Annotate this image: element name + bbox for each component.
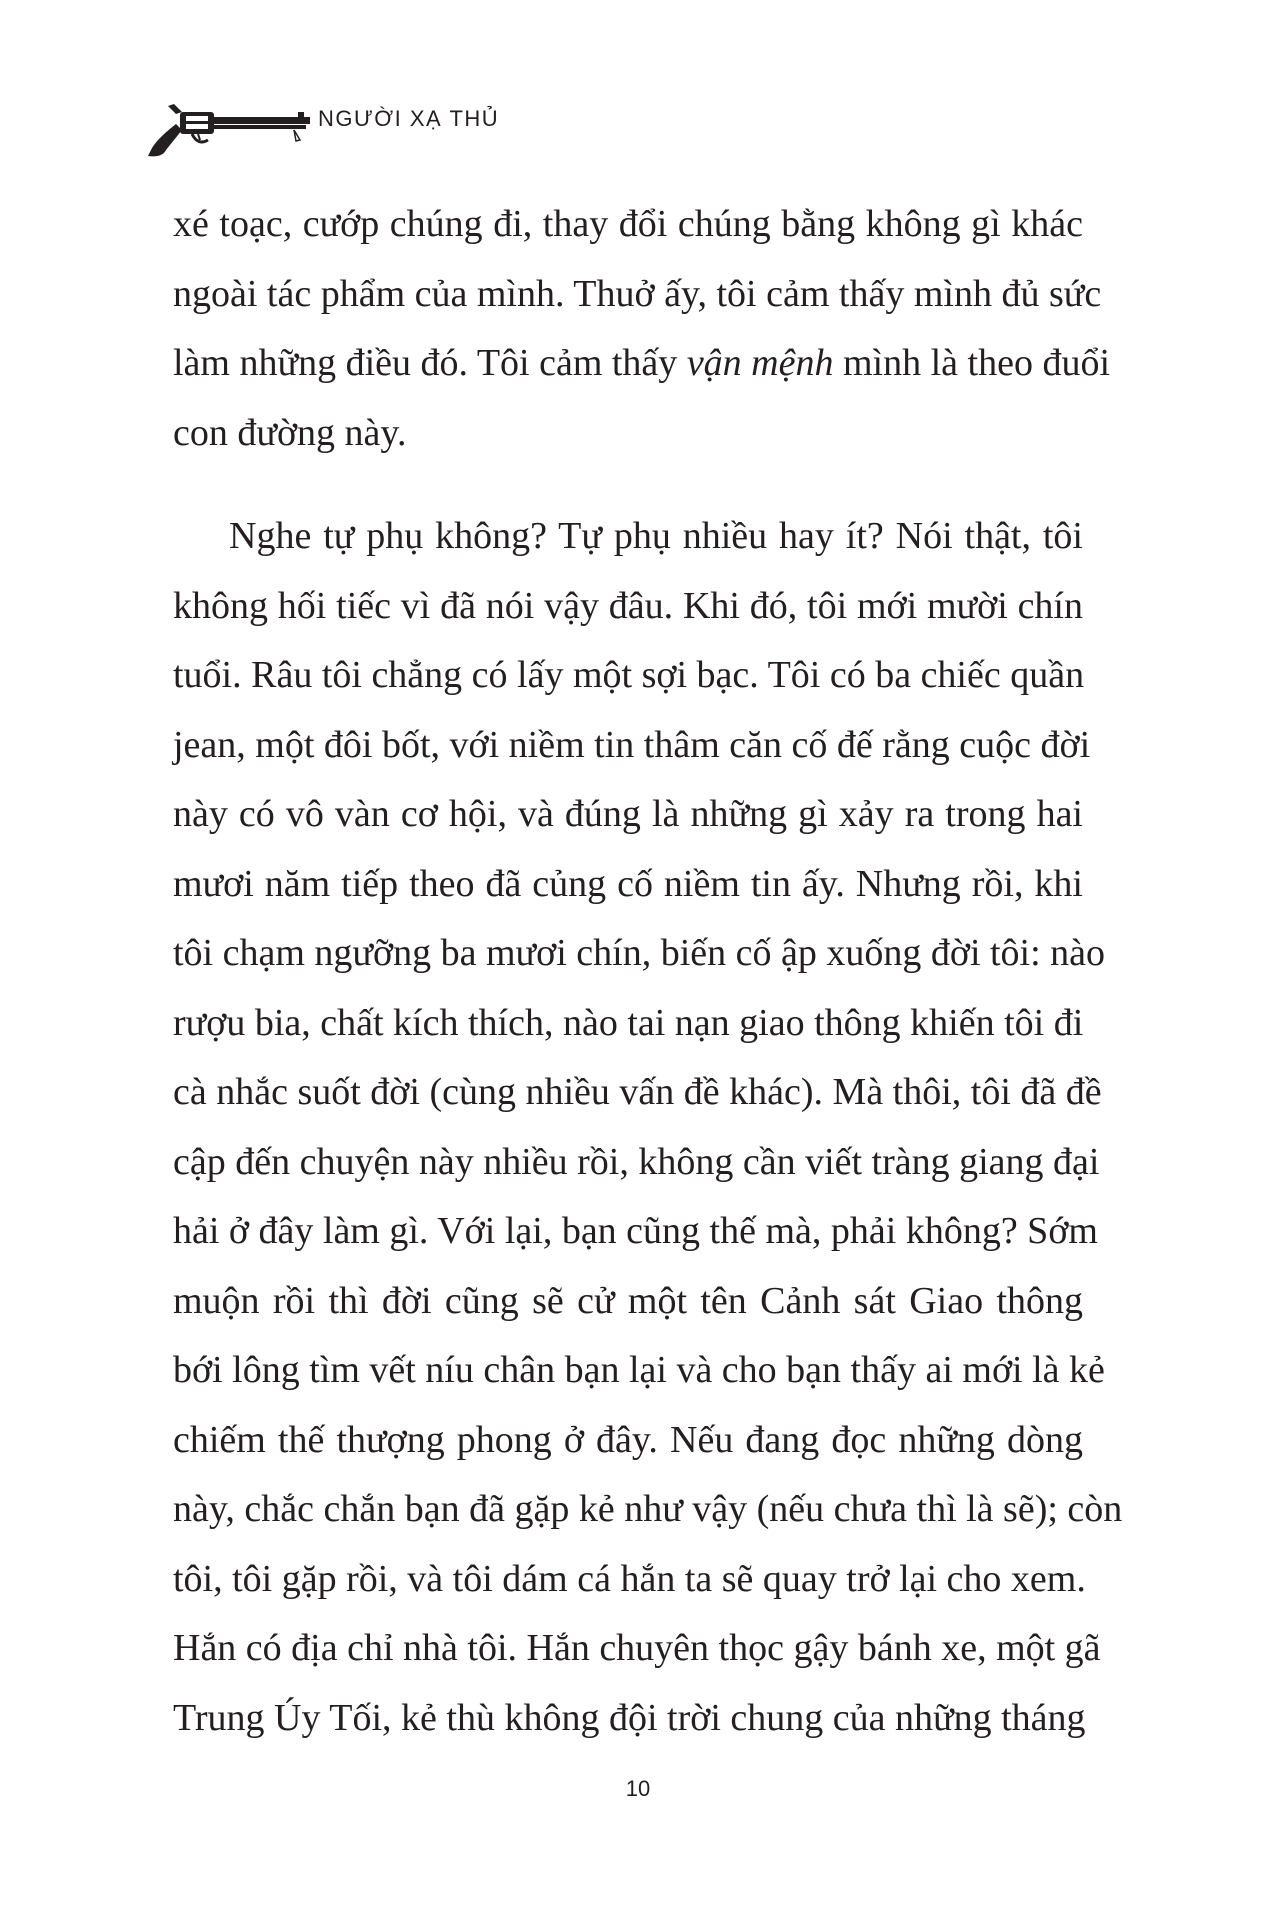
text-line: jean, một đôi bốt, với niềm tin thâm căn cố đế rằng cuộc đời [173, 723, 1091, 766]
text-line: muộn rồi thì đời cũng sẽ cử một tên Cảnh sát Giao thông [173, 1279, 1083, 1322]
paragraph [173, 190, 1111, 468]
text-run: làm những điều đó. Tôi cảm thấy [173, 342, 687, 384]
italic-emphasis: vận mệnh [686, 342, 834, 384]
text-line: cập đến chuyện này nhiều rồi, không cần viết tràng giang đại [173, 1140, 1100, 1183]
text-line: này có vô vàn cơ hội, và đúng là những gì xảy ra trong hai [173, 793, 1083, 835]
text-line: tôi chạm ngưỡng ba mươi chín, biến cố ập xuống đời tôi: nào [173, 932, 1106, 974]
text-line: Hắn có địa chỉ nhà tôi. Hắn chuyên thọc gậy bánh xe, một gã [173, 1627, 1101, 1669]
text-line: Nghe tự phụ không? Tự phụ nhiều hay ít? Nói thật, tôi [229, 515, 1083, 557]
text-line: chiếm thế thượng phong ở đây. Nếu đang đọc những dòng [173, 1418, 1083, 1461]
text-line [173, 329, 1111, 399]
text-line: ngoài tác phẩm của mình. Thuở ấy, tôi cảm thấy mình đủ sức [173, 272, 1102, 315]
text-line: con đường này. [173, 411, 407, 454]
page-number: 10 [625, 1776, 651, 1801]
text-run: mình là theo đuổi [833, 342, 1111, 384]
text-line: mươi năm tiếp theo đã củng cố niềm tin ấy. Nhưng rồi, khi [173, 862, 1083, 905]
text-line: không hối tiếc vì đã nói vậy đâu. Khi đó, tôi mới mười chín [173, 584, 1083, 627]
text-line: xé toạc, cướp chúng đi, thay đổi chúng bằng không gì khác [173, 203, 1083, 245]
text-line: tuổi. Râu tôi chẳng có lấy một sợi bạc. Tôi có ba chiếc quần [173, 654, 1085, 696]
text-line: rượu bia, chất kích thích, nào tai nạn giao thông khiến tôi đi [173, 1001, 1084, 1044]
paragraph [173, 502, 1123, 1753]
revolver-icon [148, 100, 316, 160]
body-text [173, 190, 1123, 1753]
text-line: hải ở đây làm gì. Với lại, bạn cũng thế mà, phải không? Sớm [173, 1210, 1098, 1252]
text-line: cà nhắc suốt đời (cùng nhiều vấn đề khác). Mà thôi, tôi đã đề [173, 1071, 1102, 1113]
text-line: tôi, tôi gặp rồi, và tôi dám cá hắn ta sẽ quay trở lại cho xem. [173, 1557, 1086, 1600]
text-line: này, chắc chắn bạn đã gặp kẻ như vậy (nếu chưa thì là sẽ); còn [173, 1488, 1123, 1530]
running-head-title: NGƯỜI XẠ THỦ [318, 106, 500, 131]
text-line: Trung Úy Tối, kẻ thù không đội trời chung của những tháng [173, 1696, 1086, 1739]
text-line: bới lông tìm vết níu chân bạn lại và cho bạn thấy ai mới là kẻ [173, 1349, 1105, 1391]
